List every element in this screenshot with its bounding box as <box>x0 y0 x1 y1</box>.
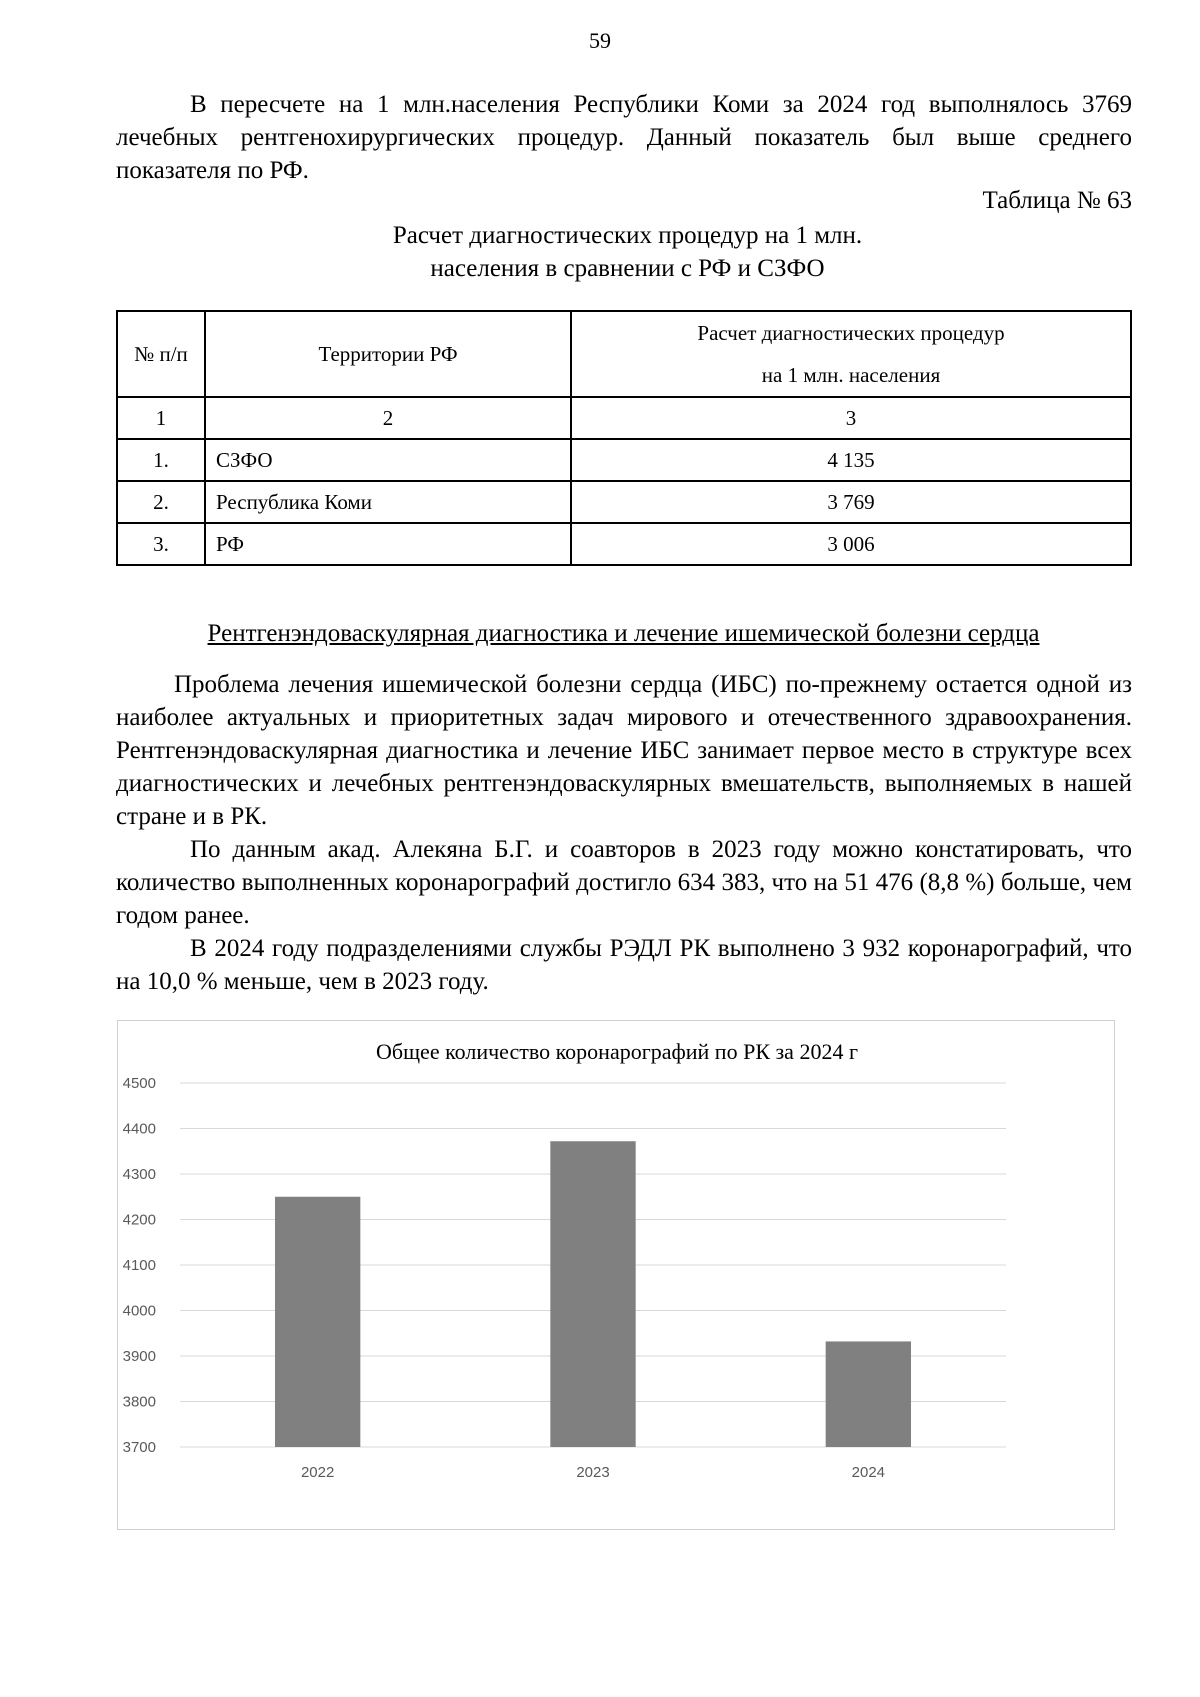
chart-canvas <box>118 1021 1116 1531</box>
y-tick-label: 4500 <box>122 1075 156 1092</box>
y-tick-label: 4100 <box>122 1257 156 1274</box>
row-territory: Республика Коми <box>205 481 571 523</box>
section-heading: Рентгенэндоваскулярная диагностика и лечение ишемической болезни сердца <box>207 620 1040 647</box>
row-value: 3 769 <box>571 481 1131 523</box>
table-numbering-row <box>117 397 1131 439</box>
y-tick-label: 4300 <box>122 1166 156 1183</box>
x-tick-label: 2023 <box>576 1464 610 1481</box>
table-caption <box>0 219 1200 285</box>
header-number: № п/п <box>117 311 205 397</box>
table-header-row <box>117 311 1131 397</box>
y-tick-label: 3900 <box>122 1348 156 1365</box>
table-row <box>117 439 1131 481</box>
row-territory: СЗФО <box>205 439 571 481</box>
ihd-paragraph: Проблема лечения ишемической болезни сердца (ИБС) по-прежнему остается одной из наиболее актуальных и приоритетных задач мирового и отечественного здравоохранения. Рентгенэндоваскулярная диагностика и лечение ИБС занимает первое место в структуре всех диагностических и лечебных рентгенэндоваскулярных вмешательств, выполняемых в нашей стране и в РК. <box>116 671 1132 830</box>
header-calculation <box>571 311 1131 397</box>
table-row <box>117 481 1131 523</box>
bar-2022 <box>275 1197 360 1447</box>
chart-title: Общее количество коронарографий по РК за 2024 г <box>376 1039 858 1064</box>
y-tick-label: 4400 <box>122 1120 156 1138</box>
numbering-cell: 2 <box>205 397 571 439</box>
row-territory: РФ <box>205 523 571 565</box>
table-caption-line2: населения в сравнении с РФ и СЗФО <box>430 255 825 282</box>
alekyan-paragraph: По данным акад. Алекяна Б.Г. и соавторов в 2023 году можно констатировать, что количество выполненных коронарографий достигло 634 383, что на 51 476 (8,8 %) больше, чем годом ранее. <box>116 836 1132 929</box>
table-caption-line1: Расчет диагностических процедур на 1 млн. <box>392 222 863 249</box>
x-tick-label: 2024 <box>851 1464 886 1481</box>
bar-2024 <box>826 1341 911 1447</box>
bar-2023 <box>550 1141 635 1447</box>
row-number: 3. <box>117 523 205 565</box>
numbering-cell: 1 <box>117 397 205 439</box>
row-number: 2. <box>117 481 205 523</box>
y-tick-label: 4000 <box>122 1302 156 1320</box>
table-row <box>117 523 1131 565</box>
row-value: 4 135 <box>571 439 1131 481</box>
header-territory: Территории РФ <box>205 311 571 397</box>
header-calculation-line1: Расчет диагностических процедур <box>697 321 1005 345</box>
comparison-table <box>116 310 1132 566</box>
coronarography-chart <box>117 1020 1115 1530</box>
y-tick-label: 3800 <box>122 1393 156 1411</box>
page-number: 59 <box>589 28 611 53</box>
header-calculation-line2: на 1 млн. населения <box>761 363 941 387</box>
intro-paragraph: В пересчете на 1 млн.населения Республики Коми за 2024 год выполнялось 3769 лечебных рентгенохирургических процедур. Данный показатель был выше среднего показателя по РФ. <box>116 91 1132 184</box>
x-tick-label: 2022 <box>300 1464 335 1481</box>
row-value: 3 006 <box>571 523 1131 565</box>
redl-paragraph: В 2024 году подразделениями службы РЭДЛ РК выполнено 3 932 коронарографий, что на 10,0 % меньше, чем в 2023 году. <box>116 935 1132 995</box>
row-number: 1. <box>117 439 205 481</box>
numbering-cell: 3 <box>571 397 1131 439</box>
y-tick-label: 3700 <box>122 1439 156 1456</box>
table-label: Таблица № 63 <box>982 187 1132 214</box>
y-tick-label: 4200 <box>122 1211 156 1229</box>
